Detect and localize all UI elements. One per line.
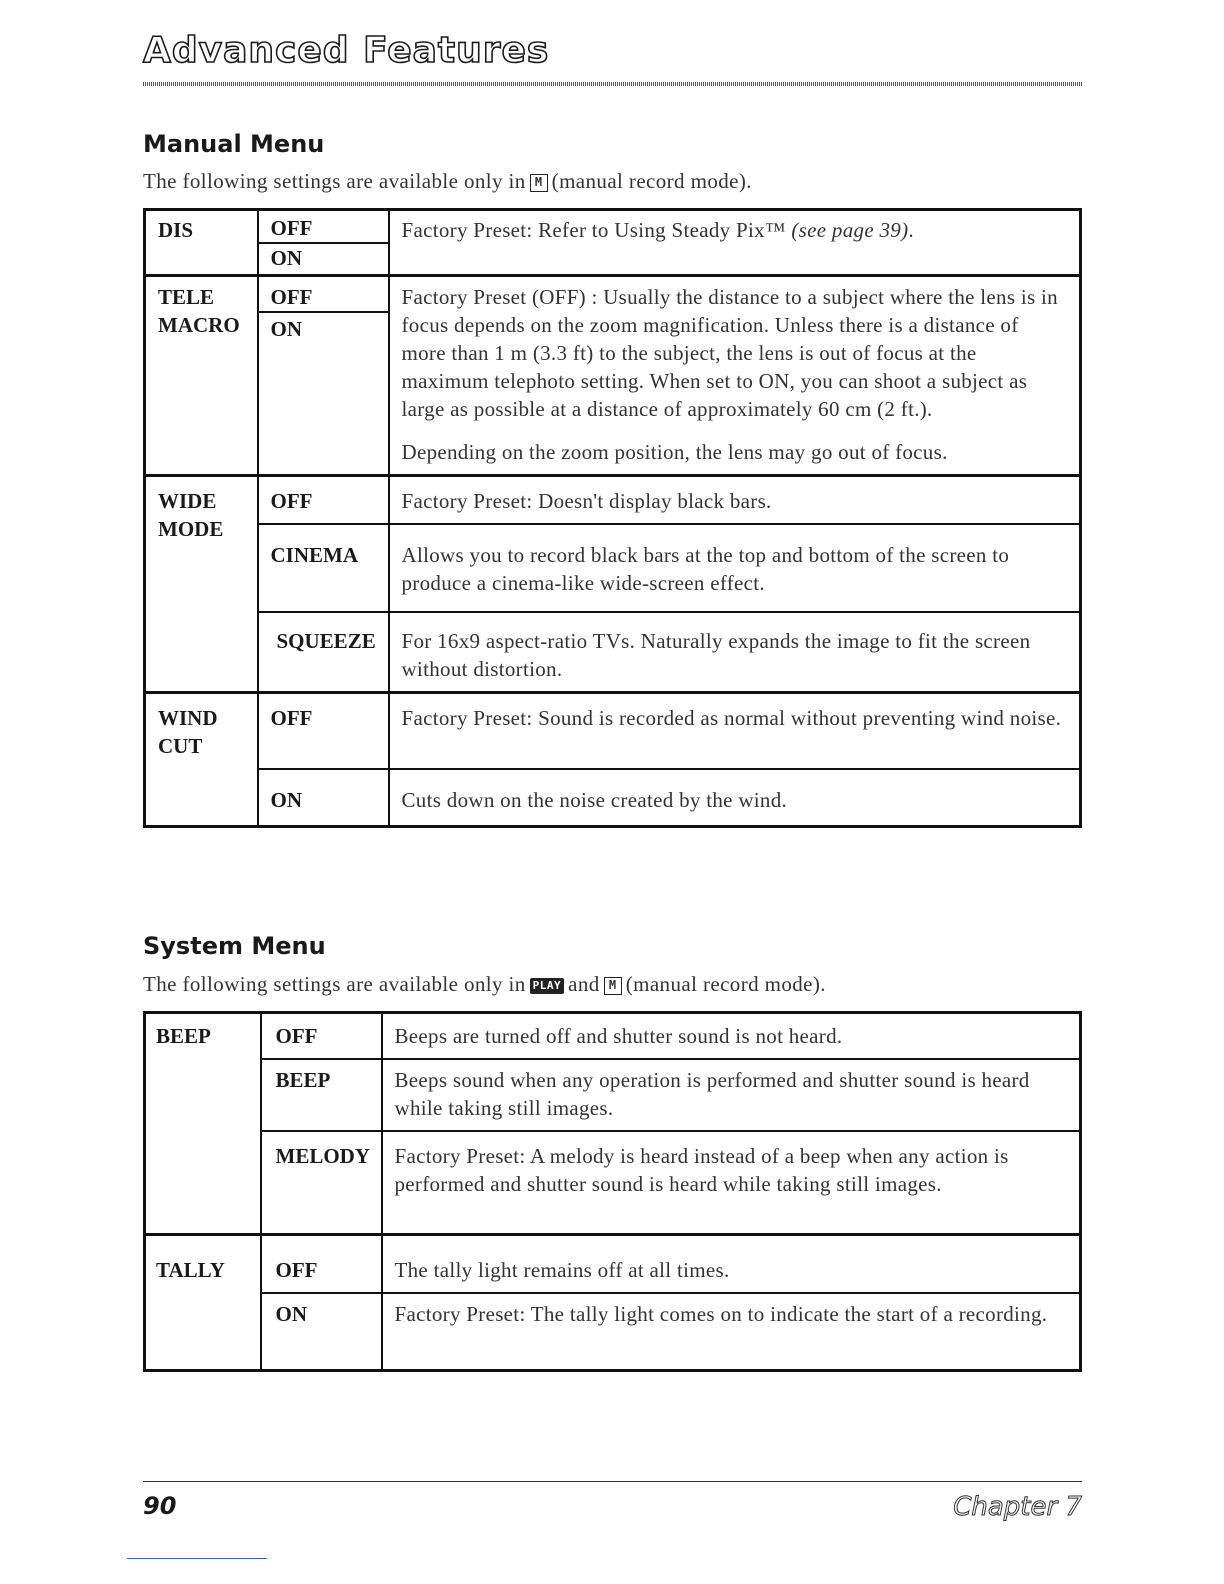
table-row <box>145 1131 1081 1234</box>
feature-wide-mode: WIDE MODE <box>145 476 258 693</box>
wide-squeeze-description: For 16x9 aspect-ratio TVs. Naturally expands the image to fit the screen without distortion. <box>389 612 1081 693</box>
option-on: ON <box>258 769 389 827</box>
option-off: OFF <box>261 1234 382 1293</box>
option-off: OFF <box>261 1013 382 1060</box>
feature-wind-cut: WIND CUT <box>145 693 258 827</box>
page-reference: (see page 39) <box>791 218 909 242</box>
intro-text-end: (manual record mode). <box>625 972 826 996</box>
wide-off-description: Factory Preset: Doesn't display black bars. <box>389 476 1081 525</box>
manual-menu-intro <box>143 169 752 194</box>
manual-menu-title: Manual Menu <box>143 130 325 158</box>
intro-and: and <box>568 972 600 996</box>
header-rule <box>143 82 1082 86</box>
dis-desc-end: . <box>908 218 914 242</box>
option-on: ON <box>258 312 389 476</box>
tally-off-description: The tally light remains off at all times. <box>382 1234 1081 1293</box>
intro-text-end: (manual record mode). <box>551 169 752 193</box>
chapter-label: Chapter 7 <box>953 1492 1082 1522</box>
dis-desc-text: Factory Preset: Refer to Using Steady Pix™ <box>401 218 786 242</box>
system-menu-table <box>143 1011 1082 1372</box>
feature-beep: BEEP <box>145 1013 261 1235</box>
wind-on-description: Cuts down on the noise created by the wind. <box>401 787 788 812</box>
beep-beep-description: Beeps sound when any operation is performed and shutter sound is heard while taking still images. <box>382 1059 1081 1131</box>
table-row <box>145 1234 1081 1293</box>
table-row <box>145 524 1081 612</box>
option-on: ON <box>261 1293 382 1371</box>
feature-tele-macro: TELE MACRO <box>145 276 258 476</box>
manual-mode-icon: M <box>530 174 548 192</box>
play-mode-icon: PLAY <box>530 978 565 994</box>
table-row <box>145 769 1081 827</box>
system-menu-intro <box>143 972 826 997</box>
manual-menu-table <box>143 208 1082 828</box>
option-on: ON <box>258 243 389 276</box>
tally-on-description: Factory Preset: The tally light comes on to indicate the start of a recording. <box>394 1301 1048 1326</box>
option-off: OFF <box>258 276 389 313</box>
table-row <box>145 612 1081 693</box>
beep-off-description: Beeps are turned off and shutter sound is not heard. <box>382 1013 1081 1060</box>
table-row <box>145 476 1081 525</box>
footer-rule <box>143 1481 1082 1482</box>
page-number: 90 <box>143 1492 177 1520</box>
table-row <box>145 1059 1081 1131</box>
option-beep: BEEP <box>261 1059 382 1131</box>
feature-tally: TALLY <box>145 1234 261 1371</box>
tele-macro-desc-1: Factory Preset (OFF) : Usually the distance to a subject where the lens is in focus depends on the zoom magnification. Unless there is a distance of more than 1 m (3.3 ft) to the subject, the lens is out of focus at the maximum telephoto setting. When set to ON, you can shoot a subject as large as possible at a distance of approximately 60 cm (2 ft.). <box>401 285 1058 421</box>
option-off: OFF <box>258 210 389 244</box>
option-off: OFF <box>258 693 389 769</box>
table-row <box>145 1013 1081 1060</box>
page-header-title: Advanced Features <box>143 30 550 71</box>
wind-off-description: Factory Preset: Sound is recorded as normal without preventing wind noise. <box>389 693 1081 769</box>
table-row <box>145 693 1081 769</box>
intro-text: The following settings are available only in <box>143 972 526 996</box>
wide-cinema-description: Allows you to record black bars at the top and bottom of the screen to produce a cinema-like wide-screen effect. <box>389 524 1081 612</box>
table-row <box>145 210 1081 244</box>
option-melody: MELODY <box>261 1131 382 1234</box>
bottom-edge-mark <box>127 1558 267 1559</box>
tele-macro-description <box>389 276 1081 476</box>
system-menu-title: System Menu <box>143 932 326 960</box>
option-squeeze: SQUEEZE <box>258 612 389 693</box>
table-row <box>145 276 1081 313</box>
option-cinema: CINEMA <box>258 524 389 612</box>
intro-text: The following settings are available only in <box>143 169 526 193</box>
feature-dis: DIS <box>145 210 258 276</box>
table-row <box>145 1293 1081 1371</box>
dis-description <box>389 210 1081 276</box>
manual-mode-icon: M <box>604 977 622 995</box>
option-off: OFF <box>258 476 389 525</box>
beep-melody-description: Factory Preset: A melody is heard instead of a beep when any action is performed and shutter sound is heard while taking still images. <box>382 1131 1081 1234</box>
tele-macro-desc-2: Depending on the zoom position, the lens may go out of focus. <box>401 440 948 464</box>
